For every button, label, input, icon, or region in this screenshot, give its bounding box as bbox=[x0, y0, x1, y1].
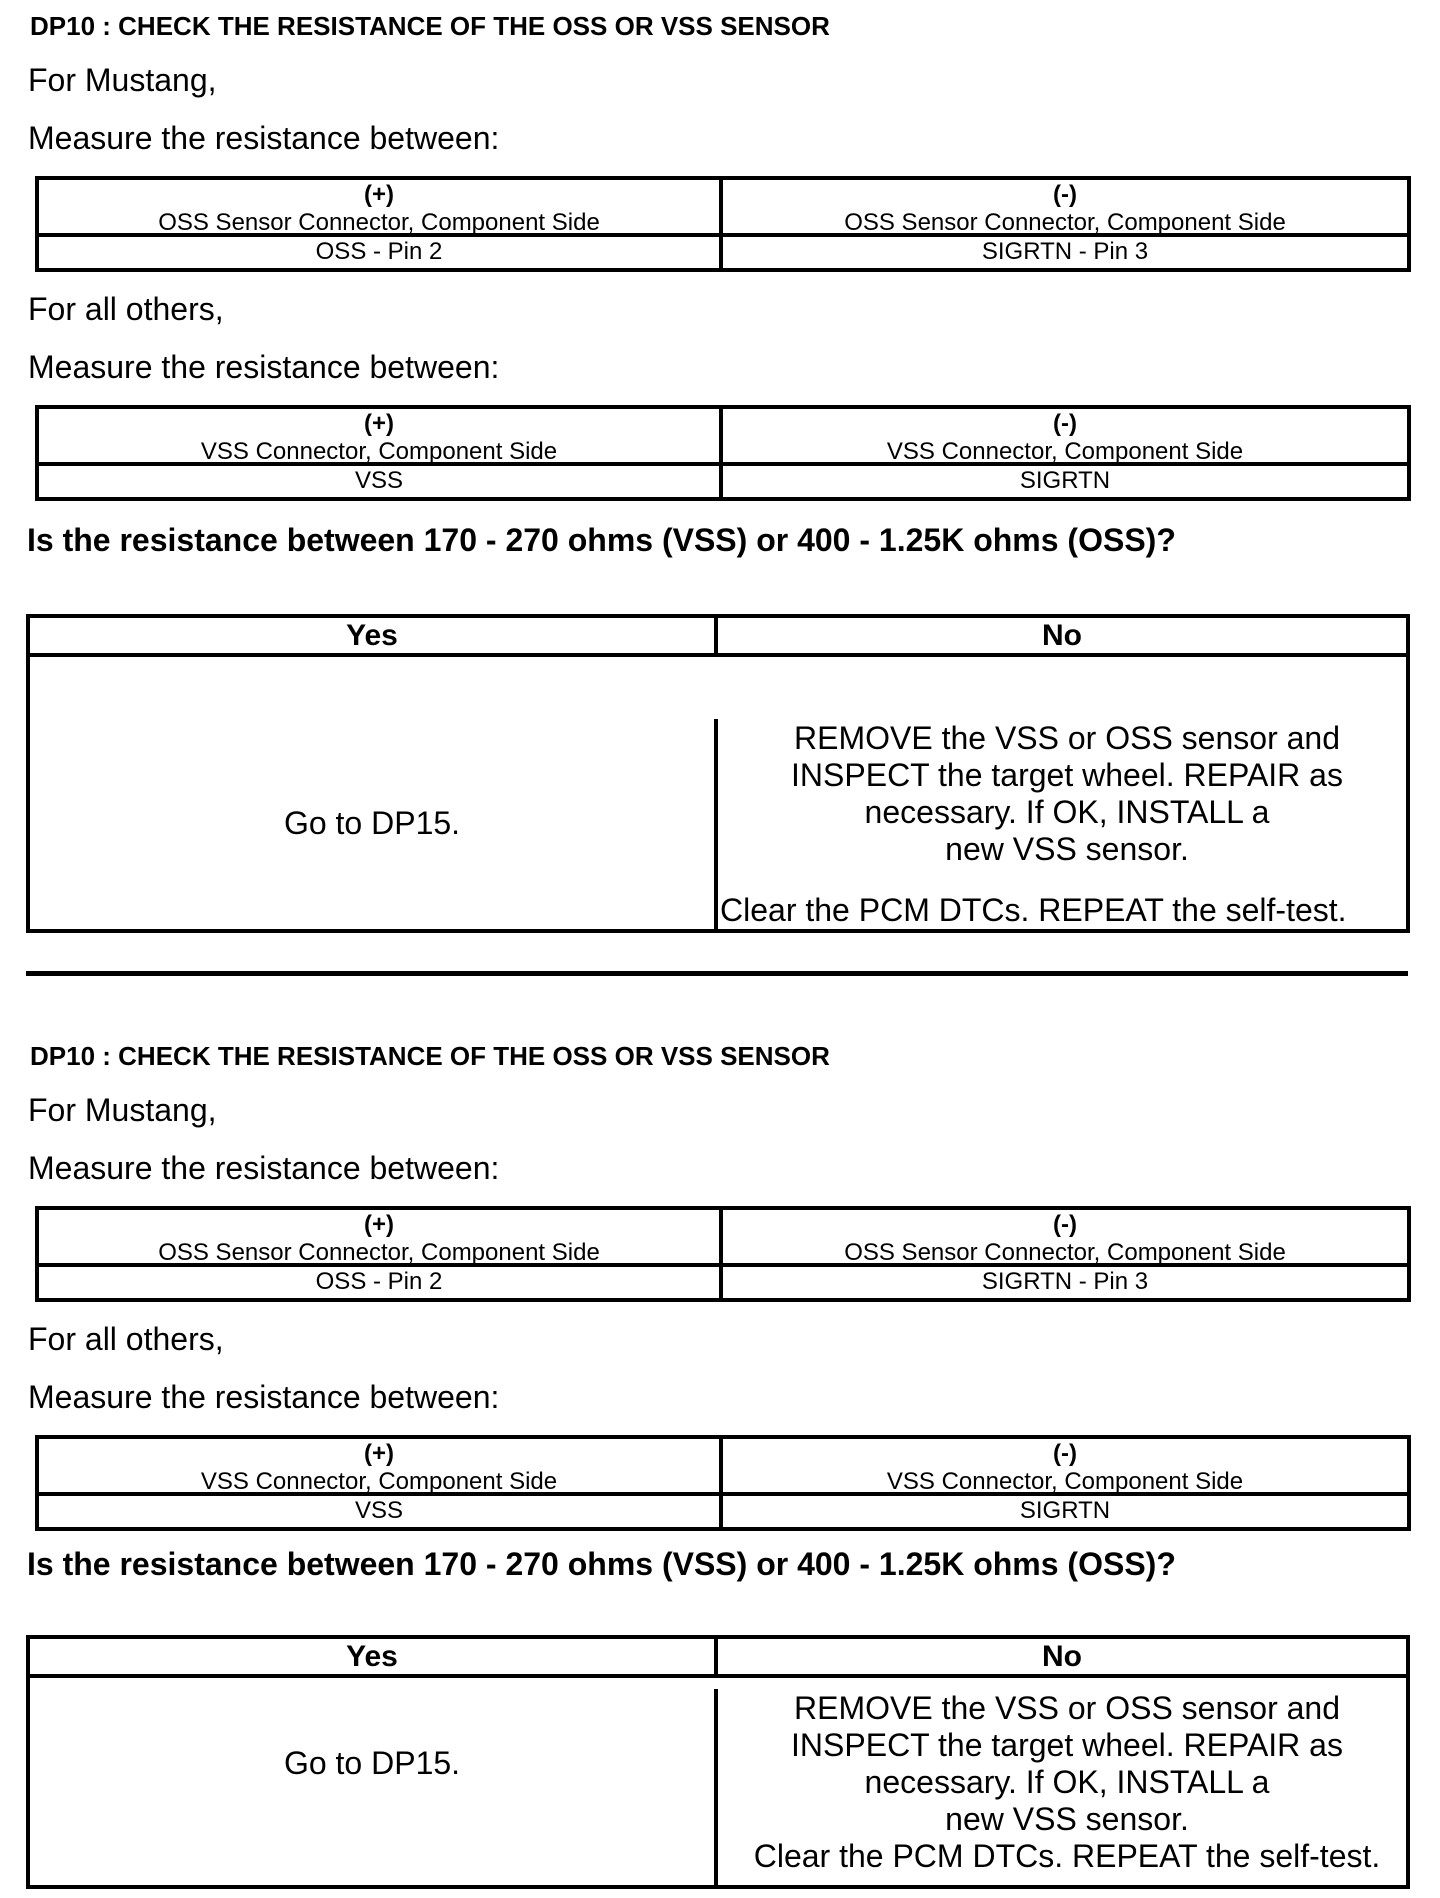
no-line: REMOVE the VSS or OSS sensor and bbox=[793, 1689, 1340, 1726]
negative-connector: OSS Sensor Connector, Component Side bbox=[844, 1239, 1286, 1266]
section-title: DP10 : CHECK THE RESISTANCE OF THE OSS OR VSS SENSOR bbox=[30, 1041, 830, 1071]
yes-header: Yes bbox=[30, 1639, 718, 1678]
no-action-cell bbox=[718, 1689, 1406, 1886]
positive-probe-header bbox=[39, 409, 723, 466]
negative-connector: VSS Connector, Component Side bbox=[886, 438, 1244, 465]
clear-dtc-instruction: Clear the PCM DTCs. REPEAT the self-test. bbox=[720, 892, 1347, 928]
positive-connector: VSS Connector, Component Side bbox=[200, 438, 558, 465]
positive-pin: OSS - Pin 2 bbox=[39, 1267, 723, 1298]
measure-instruction: Measure the resistance between: bbox=[28, 1150, 500, 1186]
no-line: new VSS sensor. bbox=[945, 1800, 1189, 1837]
negative-connector: VSS Connector, Component Side bbox=[886, 1468, 1244, 1495]
negative-connector: OSS Sensor Connector, Component Side bbox=[844, 209, 1286, 236]
no-header: No bbox=[718, 1639, 1406, 1678]
vss-connector-table bbox=[35, 1435, 1411, 1531]
negative-pin: SIGRTN bbox=[1019, 467, 1111, 494]
negative-probe-header bbox=[723, 1210, 1407, 1267]
mustang-label: For Mustang, bbox=[28, 62, 217, 98]
negative-probe-header bbox=[723, 180, 1407, 237]
result-table bbox=[26, 614, 1410, 933]
positive-probe-header bbox=[39, 1439, 723, 1496]
resistance-question: Is the resistance between 170 - 270 ohms (VSS) or 400 - 1.25K ohms (OSS)? bbox=[27, 1546, 1176, 1582]
negative-probe-header bbox=[723, 1439, 1407, 1496]
negative-polarity: (-) bbox=[1053, 1211, 1077, 1238]
no-line: INSPECT the target wheel. REPAIR as bbox=[791, 756, 1343, 793]
measure-instruction: Measure the resistance between: bbox=[28, 349, 500, 385]
negative-pin: SIGRTN - Pin 3 bbox=[981, 1268, 1149, 1295]
negative-pin: SIGRTN - Pin 3 bbox=[981, 238, 1149, 265]
negative-polarity: (-) bbox=[1053, 181, 1077, 208]
positive-probe-header bbox=[39, 180, 723, 237]
positive-probe-header bbox=[39, 1210, 723, 1267]
no-line: necessary. If OK, INSTALL a bbox=[864, 1763, 1270, 1800]
section-title: DP10 : CHECK THE RESISTANCE OF THE OSS OR VSS SENSOR bbox=[30, 11, 830, 41]
yes-header: Yes bbox=[30, 618, 718, 657]
no-action-cell bbox=[718, 719, 1406, 930]
positive-polarity: (+) bbox=[364, 1211, 394, 1238]
no-line: necessary. If OK, INSTALL a bbox=[864, 793, 1270, 830]
mustang-label: For Mustang, bbox=[28, 1092, 217, 1128]
positive-polarity: (+) bbox=[364, 1440, 394, 1467]
positive-connector: OSS Sensor Connector, Component Side bbox=[158, 209, 600, 236]
vss-connector-table bbox=[35, 405, 1411, 501]
no-line: new VSS sensor. bbox=[945, 830, 1189, 867]
positive-pin: VSS bbox=[39, 1496, 723, 1527]
positive-connector: OSS Sensor Connector, Component Side bbox=[158, 1239, 600, 1266]
negative-polarity: (-) bbox=[1053, 410, 1077, 437]
no-line: REMOVE the VSS or OSS sensor and bbox=[793, 719, 1340, 756]
others-label: For all others, bbox=[28, 1321, 224, 1357]
negative-pin: SIGRTN bbox=[1019, 1497, 1111, 1524]
positive-connector: VSS Connector, Component Side bbox=[200, 1468, 558, 1495]
positive-pin: VSS bbox=[39, 466, 723, 497]
positive-polarity: (+) bbox=[364, 410, 394, 437]
yes-action-cell bbox=[30, 1689, 718, 1886]
result-table bbox=[26, 1635, 1410, 1889]
no-header: No bbox=[718, 618, 1406, 657]
positive-pin: OSS - Pin 2 bbox=[39, 237, 723, 268]
no-instructions bbox=[718, 1689, 1406, 1875]
oss-connector-table bbox=[35, 1206, 1411, 1302]
no-line: INSPECT the target wheel. REPAIR as bbox=[791, 1726, 1343, 1763]
negative-polarity: (-) bbox=[1053, 1440, 1077, 1467]
section-divider bbox=[26, 971, 1408, 976]
others-label: For all others, bbox=[28, 291, 224, 327]
no-instructions bbox=[718, 719, 1406, 868]
oss-connector-table bbox=[35, 176, 1411, 272]
measure-instruction: Measure the resistance between: bbox=[28, 1379, 500, 1415]
yes-action: Go to DP15. bbox=[283, 805, 461, 842]
yes-action-cell bbox=[30, 719, 718, 930]
negative-probe-header bbox=[723, 409, 1407, 466]
measure-instruction: Measure the resistance between: bbox=[28, 120, 500, 156]
resistance-question: Is the resistance between 170 - 270 ohms (VSS) or 400 - 1.25K ohms (OSS)? bbox=[27, 522, 1176, 558]
clear-dtc-instruction: Clear the PCM DTCs. REPEAT the self-test. bbox=[753, 1837, 1381, 1874]
yes-action: Go to DP15. bbox=[283, 1744, 461, 1781]
positive-polarity: (+) bbox=[364, 181, 394, 208]
